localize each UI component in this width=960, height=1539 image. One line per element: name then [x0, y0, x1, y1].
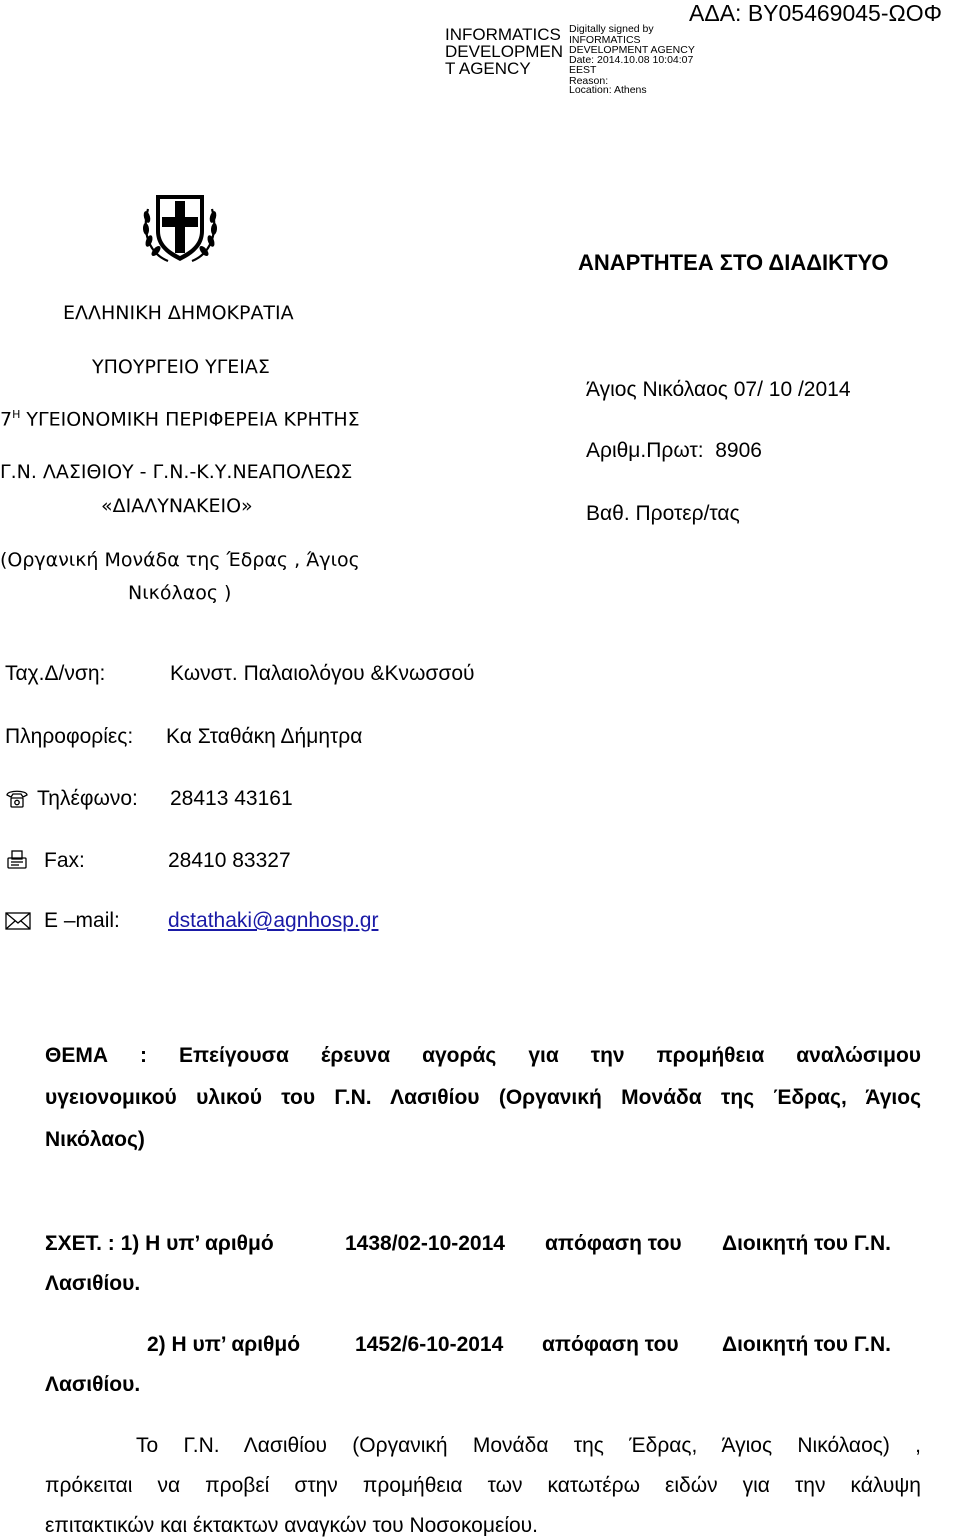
fax-label: Fax:	[44, 849, 85, 872]
signature-org-line: T AGENCY	[445, 59, 531, 78]
ministry-name: ΥΠΟΥΡΓΕΙΟ ΥΓΕΙΑΣ	[92, 356, 270, 378]
reference-1-end: Διοικητή του Γ.Ν.	[722, 1232, 891, 1255]
fax-icon	[5, 849, 29, 871]
reference-1-number: 1438/02-10-2014	[345, 1232, 505, 1255]
subject-line: Νικόλαος)	[45, 1128, 145, 1151]
region-number: 7	[0, 408, 13, 431]
signature-org-line: DEVELOPMEN	[445, 42, 564, 61]
email-label: E –mail:	[44, 909, 120, 932]
envelope-icon	[5, 911, 31, 931]
reference-2-mid: απόφαση του	[542, 1333, 679, 1356]
hospital-name: Γ.Ν. ΛΑΣΙΘΙΟΥ - Γ.Ν.-Κ.Υ.ΝΕΑΠΟΛΕΩΣ	[0, 461, 353, 483]
signature-detail-line: DEVELOPMENT AGENCY	[569, 44, 695, 56]
address-label: Ταχ.Δ/νση:	[5, 662, 106, 685]
reference-2-end: Διοικητή του Γ.Ν.	[722, 1333, 891, 1356]
signature-detail-line: Reason:	[569, 75, 609, 87]
protocol-value: 8906	[715, 439, 762, 462]
signature-detail-line: Date: 2014.10.08 10:04:07	[569, 54, 694, 66]
telephone-icon	[5, 787, 29, 809]
region-name	[0, 408, 360, 430]
signature-org-line: INFORMATICS	[445, 25, 561, 44]
country-name: ΕΛΛΗΝΙΚΗ ΔΗΜΟΚΡΑΤΙΑ	[63, 302, 294, 324]
greek-coat-of-arms-icon	[138, 187, 222, 271]
reference-2-prefix: 2) Η υπ’ αριθμό	[147, 1333, 301, 1356]
body-paragraph-line: Το Γ.Ν. Λασιθίου (Οργανική Μονάδα της Έδρας, Άγιος Νικόλαος) ,	[136, 1434, 921, 1457]
reference-1-prefix: ΣΧΕΤ. : 1) Η υπ’ αριθμό	[45, 1232, 274, 1255]
protocol-label: Αριθμ.Πρωτ:	[586, 439, 704, 462]
phone-label: Τηλέφωνο:	[37, 787, 138, 810]
region-superscript: Η	[12, 408, 21, 421]
reference-1-mid: απόφαση του	[545, 1232, 682, 1255]
phone-value: 28413 43161	[170, 787, 293, 810]
subject-line: ΘΕΜΑ : Επείγουσα έρευνα αγοράς για την προμήθεια αναλώσιμου	[45, 1044, 921, 1067]
priority-label: Βαθ. Προτερ/τας	[586, 502, 740, 525]
signature-detail-line: EEST	[569, 64, 597, 76]
reference-1-continuation: Λασιθίου.	[45, 1272, 141, 1295]
signature-detail-line: Digitally signed by	[569, 23, 654, 35]
ada-code: ΑΔΑ: ΒΥ05469045-ΩΟΦ	[689, 0, 942, 26]
info-value: Κα Σταθάκη Δήμητρα	[166, 725, 363, 748]
signature-detail-line: INFORMATICS	[569, 34, 641, 46]
email-link[interactable]: dstathaki@agnhosp.gr	[168, 909, 379, 932]
fax-value: 28410 83327	[168, 849, 291, 872]
reference-2-continuation: Λασιθίου.	[45, 1373, 141, 1396]
reference-2-number: 1452/6-10-2014	[355, 1333, 504, 1356]
unit-name-cont: Νικόλαος )	[128, 582, 232, 604]
body-paragraph-line: πρόκειται να προβεί στην προμήθεια των κατωτέρω ειδών για την κάλυψη	[45, 1474, 921, 1497]
body-paragraph-line: επιτακτικών και έκτακτων αναγκών του Νοσοκομείου.	[45, 1514, 538, 1537]
info-label: Πληροφορίες:	[5, 725, 134, 748]
signature-detail-line: Location: Athens	[569, 84, 647, 96]
address-value: Κωνστ. Παλαιολόγου &Κνωσσού	[170, 662, 475, 685]
place-date: Άγιος Νικόλαος 07/ 10 /2014	[586, 378, 851, 401]
posting-note: ΑΝΑΡΤΗΤΕΑ ΣΤΟ ΔΙΑΔΙΚΤΥΟ	[578, 250, 889, 275]
hospital-subname: «ΔΙΑΛΥΝΑΚΕΙΟ»	[101, 495, 253, 517]
unit-name: (Οργανική Μονάδα της Έδρας , Άγιος	[0, 549, 360, 571]
region-text: ΥΓΕΙΟΝΟΜΙΚΗ ΠΕΡΙΦΕΡΕΙΑ ΚΡΗΤΗΣ	[20, 408, 360, 431]
protocol-number	[586, 439, 762, 463]
subject-line: υγειονομικού υλικού του Γ.Ν. Λασιθίου (Οργανική Μονάδα της Έδρας, Άγιος	[45, 1086, 921, 1109]
